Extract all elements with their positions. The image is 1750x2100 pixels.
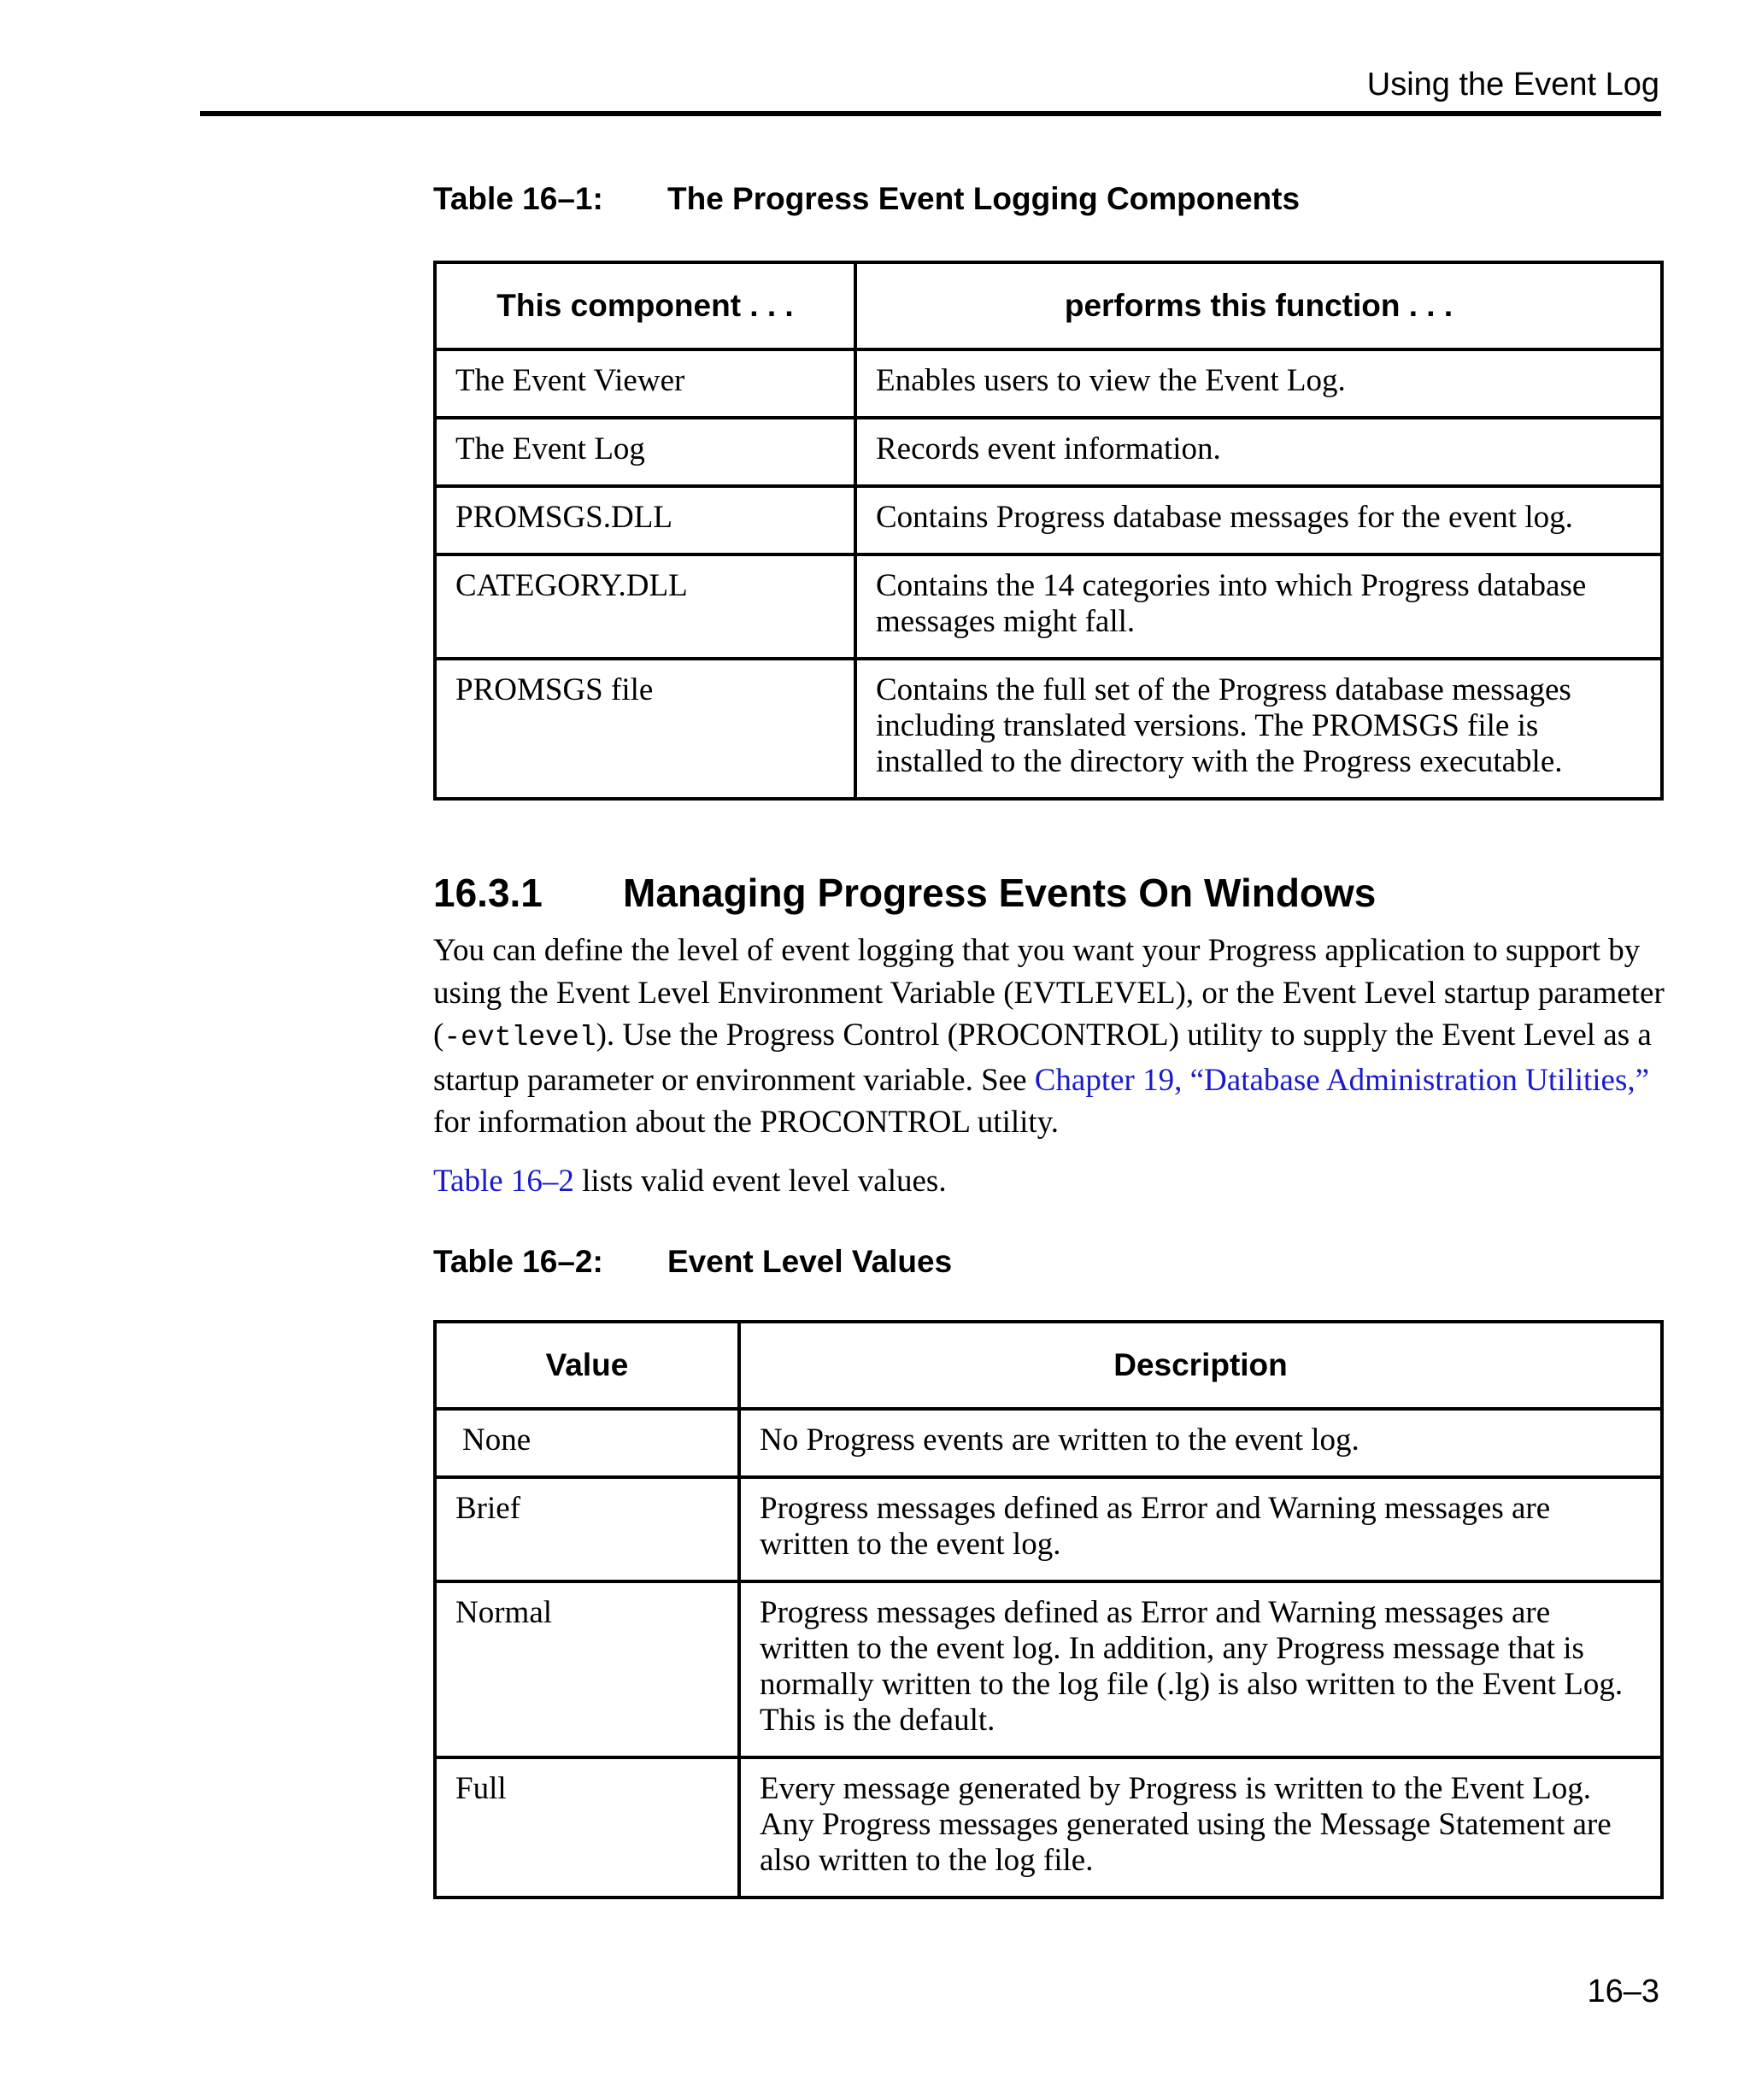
section-title: Managing Progress Events On Windows: [623, 871, 1377, 915]
description-cell: No Progress events are written to the event log.: [739, 1409, 1662, 1477]
table1: [433, 261, 1664, 801]
body-paragraph: [433, 1160, 1672, 1203]
component-cell: The Event Viewer: [435, 349, 855, 418]
table2-col-value: Value: [435, 1322, 739, 1409]
body-paragraph: [433, 930, 1672, 1144]
table1-caption-number: Table 16–1:: [433, 181, 603, 216]
function-cell: Records event information.: [855, 418, 1662, 486]
table2-caption-title: Event Level Values: [667, 1244, 953, 1279]
component-cell: The Event Log: [435, 418, 855, 486]
table-row: [435, 486, 1662, 554]
description-cell: Progress messages defined as Error and Warning messages are written to the event log. In addition, any Progress message that is normally written to the log file (.lg) is also written to the Event Log. This is the default.: [739, 1581, 1662, 1757]
table-row: [435, 1477, 1662, 1581]
value-cell: Brief: [435, 1477, 739, 1581]
paragraph-text: You can define the level of event logging that you want your Progress application to support by using the Event Level Environment Variable (EVTLEVEL), or the Event Level startup parameter (: [433, 933, 1665, 1053]
section-heading: [433, 870, 1376, 916]
table2-caption: [433, 1244, 952, 1280]
inline-code: -evtlevel: [443, 1022, 596, 1053]
page-number: 16–3: [1587, 1974, 1659, 2009]
table2-caption-number: Table 16–2:: [433, 1244, 603, 1279]
table-row: [435, 1409, 1662, 1477]
table-16-2-link[interactable]: Table 16–2: [433, 1164, 574, 1199]
table-row: [435, 554, 1662, 659]
function-cell: Enables users to view the Event Log.: [855, 349, 1662, 418]
table1-caption: [433, 181, 1300, 217]
paragraph-text: for information about the PROCONTROL utility.: [433, 1105, 1060, 1140]
paragraph-text: ). Use the Progress Control (PROCONTROL) utility to supply the Event Level as a startup parameter or environment variable. See: [433, 1018, 1652, 1098]
component-cell: PROMSGS file: [435, 659, 855, 799]
table-row: [435, 1581, 1662, 1757]
running-header: Using the Event Log: [1366, 67, 1659, 103]
table2-col-description: Description: [739, 1322, 1662, 1409]
table-row: [435, 1757, 1662, 1898]
function-cell: Contains Progress database messages for the event log.: [855, 486, 1662, 554]
table2-header-row: [435, 1322, 1662, 1409]
table1-col-function: performs this function . . .: [855, 262, 1662, 349]
table1-col-component: This component . . .: [435, 262, 855, 349]
value-cell: Normal: [435, 1581, 739, 1757]
component-cell: PROMSGS.DLL: [435, 486, 855, 554]
description-cell: Every message generated by Progress is written to the Event Log. Any Progress messages generated using the Message Statement are also written to the log file.: [739, 1757, 1662, 1898]
table-row: [435, 418, 1662, 486]
table1-header-row: [435, 262, 1662, 349]
header-rule: [200, 111, 1661, 116]
component-cell: CATEGORY.DLL: [435, 554, 855, 659]
function-cell: Contains the full set of the Progress database messages including translated versions. The PROMSGS file is installed to the directory with the Progress executable.: [855, 659, 1662, 799]
table1-caption-title: The Progress Event Logging Components: [667, 181, 1301, 216]
table-row: [435, 659, 1662, 799]
function-cell: Contains the 14 categories into which Progress database messages might fall.: [855, 554, 1662, 659]
description-cell: Progress messages defined as Error and Warning messages are written to the event log.: [739, 1477, 1662, 1581]
value-cell: Full: [435, 1757, 739, 1898]
chapter-19-link[interactable]: Chapter 19, “Database Administration Utilities,”: [1034, 1062, 1650, 1098]
table2: [433, 1320, 1664, 1899]
table-row: [435, 349, 1662, 418]
section-number: 16.3.1: [433, 871, 543, 915]
value-cell: None: [435, 1409, 739, 1477]
paragraph-text: lists valid event level values.: [573, 1164, 947, 1199]
